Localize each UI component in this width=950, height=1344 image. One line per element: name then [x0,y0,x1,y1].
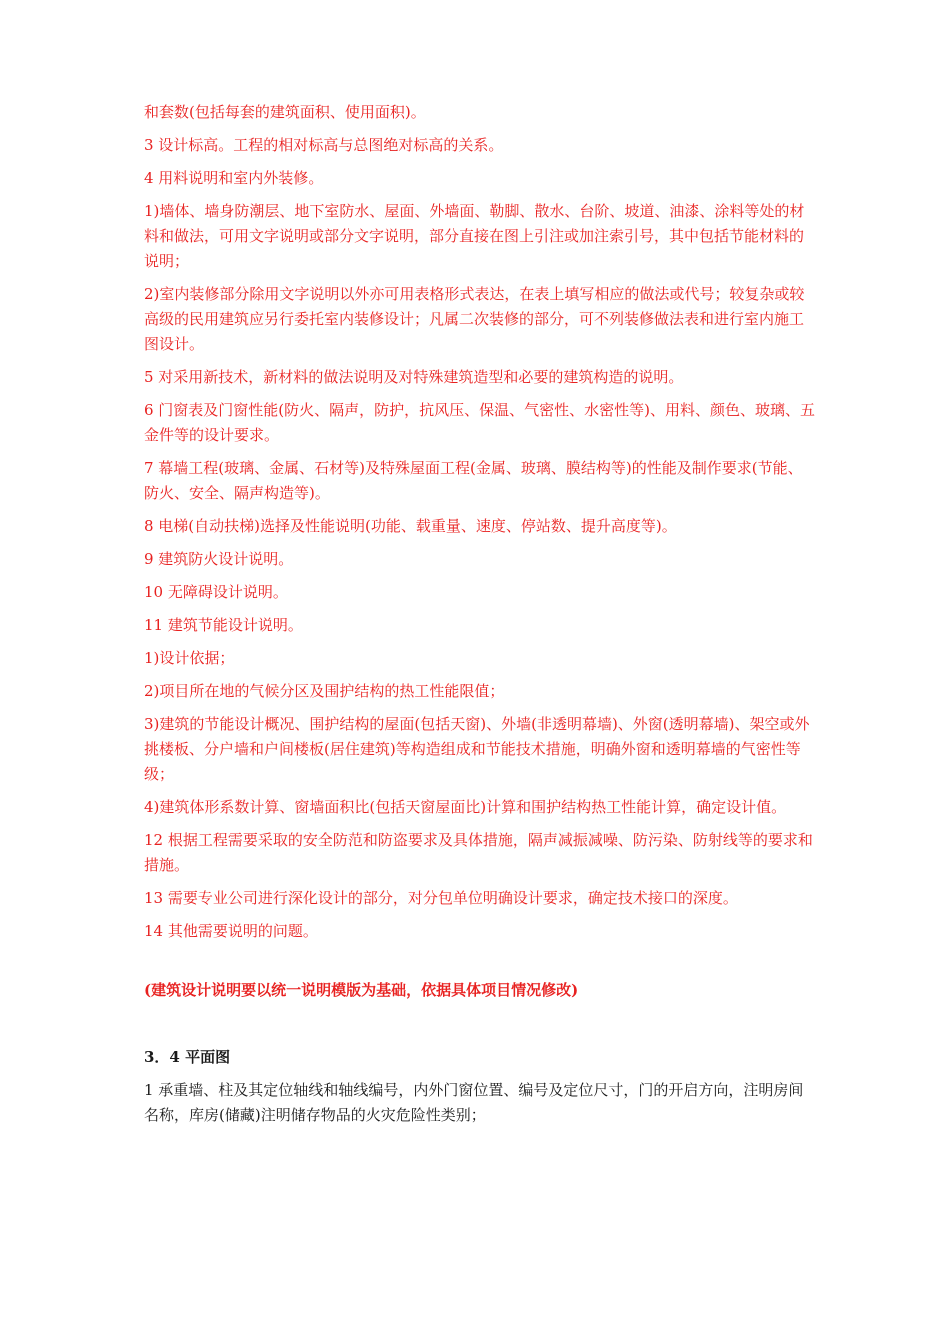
paragraph: 5 对采用新技术，新材料的做法说明及对特殊建筑造型和必要的建筑构造的说明。 [144,368,684,386]
paragraph: 和套数(包括每套的建筑面积、使用面积)。 [144,103,426,121]
paragraph: 2)项目所在地的气候分区及围护结构的热工性能限值； [144,682,505,700]
paragraph: 3 设计标高。工程的相对标高与总图绝对标高的关系。 [144,136,504,154]
section-heading: 3．4 平面图 [144,1048,231,1066]
paragraph: 6 门窗表及门窗性能(防火、隔声，防护，抗风压、保温、气密性、水密性等)、用料、颜色、玻璃、五金件等的设计要求。 [144,401,816,444]
document-body [144,100,816,1136]
paragraph: 13 需要专业公司进行深化设计的部分，对分包单位明确设计要求，确定技术接口的深度。 [144,889,738,907]
paragraph: 3)建筑的节能设计概况、围护结构的屋面(包括天窗)、外墙(非透明幕墙)、外窗(透明幕墙)、架空或外挑楼板、分户墙和户间楼板(居住建筑)等构造组成和节能技术措施，明确外窗和透明幕墙的气密性等级； [144,715,810,783]
paragraph: 9 建筑防火设计说明。 [144,550,294,568]
paragraph: 14 其他需要说明的问题。 [144,922,318,940]
template-note: (建筑设计说明要以统一说明模版为基础，依据具体项目情况修改) [144,981,579,999]
paragraph: 1)设计依据； [144,649,235,667]
paragraph: 7 幕墙工程(玻璃、金属、石材等)及特殊屋面工程(金属、玻璃、膜结构等)的性能及制作要求(节能、防火、安全、隔声构造等)。 [144,459,803,502]
paragraph: 12 根据工程需要采取的安全防范和防盗要求及具体措施，隔声减振减噪、防污染、防射线等的要求和措施。 [144,831,813,874]
paragraph: 10 无障碍设计说明。 [144,583,288,601]
paragraph: 8 电梯(自动扶梯)选择及性能说明(功能、载重量、速度、停站数、提升高度等)。 [144,517,677,535]
paragraph: 11 建筑节能设计说明。 [144,616,303,634]
paragraph: 1 承重墙、柱及其定位轴线和轴线编号，内外门窗位置、编号及定位尺寸，门的开启方向，注明房间名称，库房(储藏)注明储存物品的火灾危险性类别； [144,1081,804,1124]
paragraph: 4)建筑体形系数计算、窗墙面积比(包括天窗屋面比)计算和围护结构热工性能计算，确定设计值。 [144,798,787,816]
paragraph: 1)墙体、墙身防潮层、地下室防水、屋面、外墙面、勒脚、散水、台阶、坡道、油漆、涂料等处的材料和做法，可用文字说明或部分文字说明，部分直接在图上引注或加注索引号，其中包括节能材料的说明； [144,202,805,270]
paragraph: 2)室内装修部分除用文字说明以外亦可用表格形式表达，在表上填写相应的做法或代号；较复杂或较高级的民用建筑应另行委托室内装修设计；凡属二次装修的部分，可不列装修做法表和进行室内施工图设计。 [144,285,805,353]
paragraph: 4 用料说明和室内外装修。 [144,169,324,187]
